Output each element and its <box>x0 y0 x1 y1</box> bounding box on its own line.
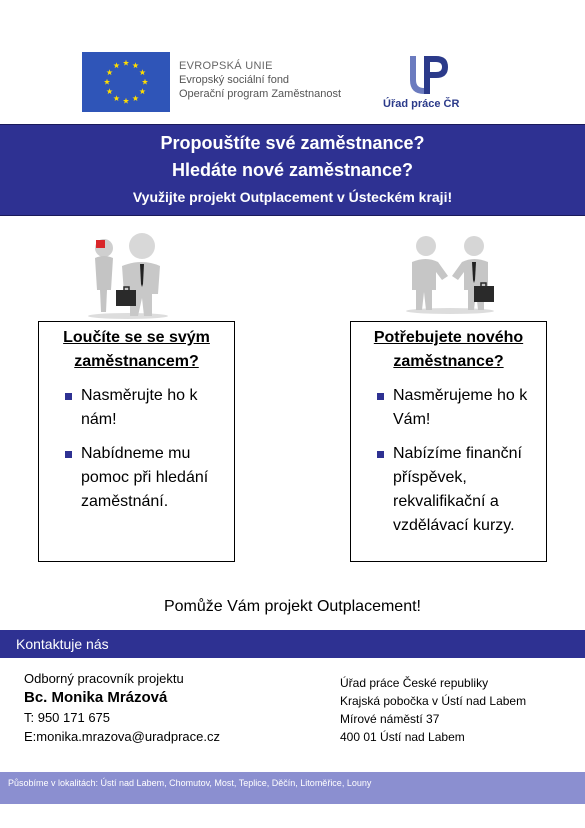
list-item-text: Nabízíme finanční příspěvek, rekvalifikační a vzdělávací kurzy. <box>393 445 522 534</box>
list-item-text: Nasměrujeme ho k Vám! <box>393 387 528 428</box>
list-item <box>375 384 540 432</box>
eu-star-icon <box>123 60 129 66</box>
eu-star-icon <box>113 62 119 68</box>
contact-role: Odborný pracovník projektu <box>24 671 184 686</box>
address-line: 400 01 Ústí nad Labem <box>340 730 465 744</box>
office-address <box>340 674 526 746</box>
eu-star-icon <box>139 69 145 75</box>
tagline: Pomůže Vám projekt Outplacement! <box>163 598 421 615</box>
eu-star-icon <box>113 95 119 101</box>
banner-line-1: Propouštíte své zaměstnance? <box>160 133 425 153</box>
contact-name: Bc. Monika Mrázová <box>24 689 168 706</box>
eu-star-icon <box>107 88 113 94</box>
address-line: Úřad práce České republiky <box>340 676 489 690</box>
list-item-text: Nabídneme mu pomoc při hledání zaměstnání. <box>81 445 209 510</box>
eu-line: EVROPSKÁ UNIE <box>179 60 273 72</box>
box-title: Potřebujete nového zaměstnance? <box>373 329 524 370</box>
handshake-illustration <box>402 234 498 314</box>
eu-line: Evropský sociální fond <box>179 74 290 86</box>
contact-heading-bar: Kontaktuje nás <box>0 630 585 658</box>
square-bullet-icon <box>65 451 72 458</box>
list-item <box>63 442 228 514</box>
office-name: Úřad práce ČR <box>383 98 460 110</box>
address-line: Krajská pobočka v Ústí nad Labem <box>340 694 527 708</box>
bullet-list <box>351 384 546 538</box>
list-item <box>375 442 540 538</box>
eu-star-icon <box>104 79 110 85</box>
banner-line-2: Hledáte nové zaměstnance? <box>171 160 414 180</box>
eu-star-icon <box>139 88 145 94</box>
eu-stars-icon <box>82 52 170 112</box>
bullet-list <box>39 384 234 514</box>
locations-footer: Působíme v lokalitách: Ústí nad Labem, Chomutov, Most, Teplice, Děčín, Litoměřice, Louny <box>0 772 585 804</box>
square-bullet-icon <box>65 393 72 400</box>
eu-flag-logo <box>82 52 170 112</box>
list-item-text: Nasměrujte ho k nám! <box>81 387 198 428</box>
eu-star-icon <box>123 98 129 104</box>
eu-star-icon <box>132 95 138 101</box>
employer-dismissal-box <box>38 321 235 562</box>
banner-line-3: Využijte projekt Outplacement v Ústeckém kraji! <box>132 189 453 205</box>
eu-star-icon <box>107 69 113 75</box>
eu-line: Operační program Zaměstnanost <box>179 88 342 100</box>
box-title: Loučíte se se svým zaměstnancem? <box>63 329 210 370</box>
urad-prace-logo-icon <box>402 50 454 98</box>
square-bullet-icon <box>377 393 384 400</box>
eu-text-block <box>179 59 341 101</box>
contact-person <box>24 669 220 746</box>
employer-hiring-box <box>350 321 547 562</box>
address-line: Mírové náměstí 37 <box>340 712 440 726</box>
dismissal-illustration <box>80 232 172 320</box>
headline-banner <box>0 124 585 216</box>
square-bullet-icon <box>377 451 384 458</box>
eu-star-icon <box>142 79 148 85</box>
list-item <box>63 384 228 432</box>
contact-phone[interactable]: T: 950 171 675 <box>24 710 111 725</box>
eu-star-icon <box>132 62 138 68</box>
contact-email[interactable]: E:monika.mrazova@uradprace.cz <box>24 729 220 744</box>
